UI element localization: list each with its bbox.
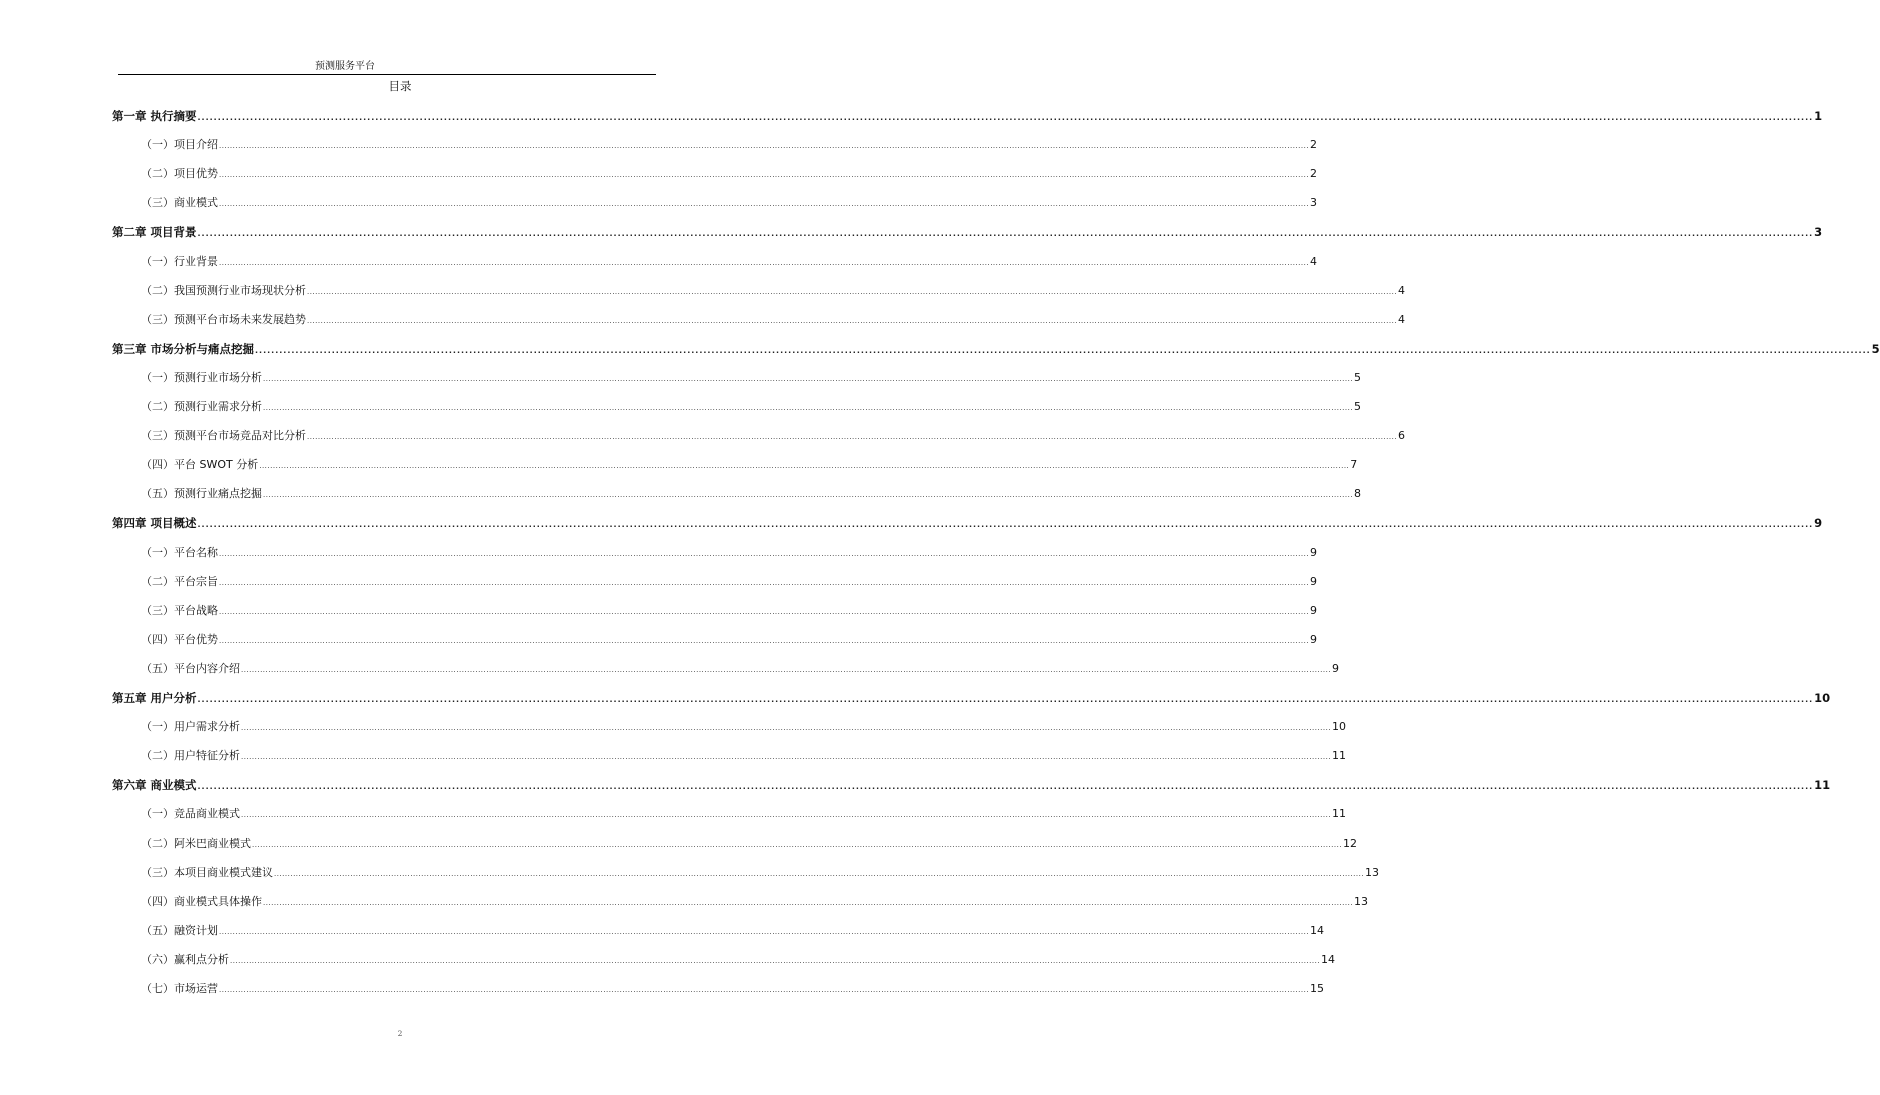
- toc-dot-leader: ................................................................................................................................................................................................................................................................................................................................................................................................................: [219, 636, 1310, 645]
- toc-dot-leader: ................................................................................................................................................................................................................................................................................................................................................................................................................: [241, 811, 1332, 820]
- toc-dot-leader: ................................................................................................................................................................................................................................................................................................................................................................................................................: [219, 927, 1310, 936]
- toc-section-entry[interactable]: [141, 370, 1362, 386]
- toc-entry-label: （一）用户需求分析: [141, 720, 240, 734]
- toc-section-entry[interactable]: [141, 836, 1358, 852]
- page-header-title: 预测服务平台: [315, 61, 375, 72]
- toc-dot-leader: ................................................................................................................................................................................................................................................................................................................................................................................................................: [307, 287, 1398, 296]
- toc-entry-page: 14: [1321, 952, 1336, 966]
- toc-chapter-entry[interactable]: [112, 515, 1823, 531]
- toc-dot-leader: ................................................................................................................................................................................................................................................................................................................................................................................................................: [197, 695, 1814, 704]
- toc-dot-leader: ................................................................................................................................................................................................................................................................................................................................................................................................................: [219, 549, 1310, 558]
- toc-dot-leader: ................................................................................................................................................................................................................................................................................................................................................................................................................: [241, 724, 1332, 733]
- page-number: 2: [397, 1029, 403, 1038]
- toc-chapter-entry[interactable]: [112, 341, 1880, 357]
- toc-section-entry[interactable]: [141, 574, 1318, 590]
- toc-entry-page: 12: [1343, 836, 1358, 850]
- toc-entry-page: 9: [1310, 603, 1318, 617]
- toc-entry-label: （四）平台 SWOT 分析: [141, 458, 259, 472]
- toc-section-entry[interactable]: [141, 952, 1336, 968]
- toc-section-entry[interactable]: [141, 632, 1318, 648]
- toc-section-entry[interactable]: [141, 894, 1369, 910]
- toc-entry-page: 4: [1310, 254, 1318, 268]
- toc-entry-page: 6: [1398, 429, 1406, 443]
- toc-entry-label: （一）平台名称: [141, 545, 218, 559]
- toc-entry-page: 10: [1814, 691, 1831, 705]
- toc-entry-page: 4: [1398, 312, 1406, 326]
- toc-entry-label: （三）本项目商业模式建议: [141, 865, 273, 879]
- toc-entry-page: 15: [1310, 982, 1325, 995]
- toc-section-entry[interactable]: [141, 545, 1318, 561]
- toc-entry-label: （二）平台宗旨: [141, 574, 218, 588]
- toc-dot-leader: ................................................................................................................................................................................................................................................................................................................................................................................................................: [259, 462, 1350, 471]
- toc-section-entry[interactable]: [141, 865, 1380, 881]
- toc-section-entry[interactable]: [141, 254, 1318, 270]
- toc-section-entry[interactable]: [141, 603, 1318, 619]
- toc-section-entry[interactable]: [141, 748, 1347, 764]
- toc-chapter-entry[interactable]: [112, 224, 1823, 240]
- toc-entry-page: 3: [1310, 196, 1318, 210]
- toc-dot-leader: ................................................................................................................................................................................................................................................................................................................................................................................................................: [219, 258, 1310, 267]
- toc-entry-label: （三）商业模式: [141, 196, 218, 210]
- toc-dot-leader: ................................................................................................................................................................................................................................................................................................................................................................................................................: [241, 665, 1332, 674]
- toc-entry-page: 9: [1814, 516, 1823, 531]
- toc-entry-label: 第二章 项目背景: [112, 225, 197, 240]
- toc-section-entry[interactable]: [141, 806, 1347, 822]
- toc-entry-page: 9: [1332, 661, 1340, 675]
- toc-entry-label: （二）项目优势: [141, 167, 218, 181]
- toc-entry-label: （四）商业模式具体操作: [141, 894, 262, 908]
- toc-section-entry[interactable]: [141, 661, 1340, 677]
- toc-chapter-entry[interactable]: [112, 108, 1823, 124]
- toc-entry-label: 第五章 用户分析: [112, 691, 197, 705]
- toc-dot-leader: ................................................................................................................................................................................................................................................................................................................................................................................................................: [219, 607, 1310, 616]
- toc-dot-leader: ................................................................................................................................................................................................................................................................................................................................................................................................................: [230, 956, 1321, 965]
- toc-entry-label: （二）预测行业需求分析: [141, 400, 262, 413]
- toc-entry-page: 8: [1354, 487, 1362, 501]
- toc-entry-page: 10: [1332, 720, 1347, 734]
- toc-dot-leader: ................................................................................................................................................................................................................................................................................................................................................................................................................: [274, 869, 1365, 878]
- toc-entry-label: （四）平台优势: [141, 632, 218, 646]
- toc-entry-page: 11: [1332, 807, 1347, 821]
- toc-section-entry[interactable]: [141, 486, 1362, 502]
- toc-entry-label: 第三章 市场分析与痛点挖掘: [112, 341, 255, 356]
- toc-entry-page: 9: [1310, 632, 1318, 646]
- toc-entry-label: （六）赢利点分析: [141, 952, 229, 966]
- toc-dot-leader: ................................................................................................................................................................................................................................................................................................................................................................................................................: [219, 578, 1310, 587]
- toc-entry-label: （一）项目介绍: [141, 138, 218, 152]
- toc-dot-leader: ................................................................................................................................................................................................................................................................................................................................................................................................................: [197, 229, 1814, 239]
- toc-dot-leader: ................................................................................................................................................................................................................................................................................................................................................................................................................: [263, 374, 1354, 383]
- toc-entry-page: 11: [1814, 778, 1831, 793]
- toc-entry-label: （一）预测行业市场分析: [141, 370, 262, 384]
- toc-dot-leader: ................................................................................................................................................................................................................................................................................................................................................................................................................: [219, 171, 1310, 180]
- toc-section-entry[interactable]: [141, 719, 1347, 735]
- toc-entry-label: （二）用户特征分析: [141, 749, 240, 763]
- toc-section-entry[interactable]: [141, 923, 1325, 939]
- toc-entry-page: 5: [1354, 400, 1362, 413]
- toc-entry-label: 第四章 项目概述: [112, 516, 197, 531]
- toc-entry-label: （七）市场运营: [141, 982, 218, 995]
- toc-dot-leader: ................................................................................................................................................................................................................................................................................................................................................................................................................: [197, 782, 1814, 792]
- toc-entry-page: 4: [1398, 283, 1406, 297]
- toc-dot-leader: ................................................................................................................................................................................................................................................................................................................................................................................................................: [307, 433, 1398, 442]
- toc-section-entry[interactable]: [141, 981, 1325, 997]
- toc-section-entry[interactable]: [141, 312, 1406, 328]
- toc-entry-label: （五）预测行业痛点挖掘: [141, 487, 262, 501]
- toc-entry-page: 14: [1310, 923, 1325, 937]
- toc-dot-leader: ................................................................................................................................................................................................................................................................................................................................................................................................................: [197, 113, 1814, 122]
- toc-entry-page: 2: [1310, 138, 1318, 152]
- toc-entry-label: （三）预测平台市场竞品对比分析: [141, 429, 306, 443]
- toc-entry-label: （二）我国预测行业市场现状分析: [141, 283, 306, 297]
- toc-entry-page: 5: [1354, 370, 1362, 384]
- toc-dot-leader: ................................................................................................................................................................................................................................................................................................................................................................................................................: [263, 898, 1354, 907]
- toc-entry-label: 第一章 执行摘要: [112, 109, 197, 123]
- toc-dot-leader: ................................................................................................................................................................................................................................................................................................................................................................................................................: [252, 840, 1343, 849]
- toc-dot-leader: ................................................................................................................................................................................................................................................................................................................................................................................................................: [263, 491, 1354, 500]
- toc-dot-leader: ................................................................................................................................................................................................................................................................................................................................................................................................................: [263, 404, 1354, 412]
- toc-dot-leader: ................................................................................................................................................................................................................................................................................................................................................................................................................: [241, 753, 1332, 762]
- toc-dot-leader: ................................................................................................................................................................................................................................................................................................................................................................................................................: [219, 200, 1310, 209]
- toc-entry-page: 13: [1354, 894, 1369, 908]
- toc-section-entry[interactable]: [141, 457, 1358, 473]
- toc-section-entry[interactable]: [141, 195, 1318, 211]
- toc-entry-label: （一）竞品商业模式: [141, 807, 240, 821]
- toc-entry-label: 第六章 商业模式: [112, 778, 197, 793]
- toc-section-entry[interactable]: [141, 166, 1318, 182]
- toc-entry-page: 2: [1310, 167, 1318, 181]
- toc-section-entry[interactable]: [141, 399, 1362, 415]
- toc-entry-page: 9: [1310, 574, 1318, 588]
- toc-entry-page: 7: [1350, 458, 1358, 472]
- toc-dot-leader: ................................................................................................................................................................................................................................................................................................................................................................................................................: [219, 142, 1310, 151]
- toc-entry-page: 5: [1871, 341, 1880, 356]
- toc-entry-label: （三）平台战略: [141, 603, 218, 617]
- toc-entry-label: （三）预测平台市场未来发展趋势: [141, 312, 306, 326]
- toc-section-entry[interactable]: [141, 283, 1406, 299]
- toc-entry-label: （一）行业背景: [141, 254, 218, 268]
- toc-entry-page: 3: [1814, 225, 1823, 240]
- toc-entry-label: （五）融资计划: [141, 923, 218, 937]
- toc-entry-page: 11: [1332, 749, 1347, 763]
- toc-dot-leader: ................................................................................................................................................................................................................................................................................................................................................................................................................: [307, 316, 1398, 325]
- toc-entry-page: 13: [1365, 865, 1380, 879]
- toc-dot-leader: ................................................................................................................................................................................................................................................................................................................................................................................................................: [219, 986, 1310, 994]
- toc-dot-leader: ................................................................................................................................................................................................................................................................................................................................................................................................................: [255, 345, 1871, 355]
- toc-entry-page: 1: [1814, 109, 1823, 123]
- toc-section-entry[interactable]: [141, 428, 1406, 444]
- toc-entry-page: 9: [1310, 545, 1318, 559]
- toc-chapter-entry[interactable]: [112, 690, 1831, 706]
- toc-entry-label: （五）平台内容介绍: [141, 661, 240, 675]
- toc-entry-label: （二）阿米巴商业模式: [141, 836, 251, 850]
- toc-title: 目录: [388, 79, 412, 93]
- toc-dot-leader: ................................................................................................................................................................................................................................................................................................................................................................................................................: [197, 520, 1814, 530]
- toc-chapter-entry[interactable]: [112, 777, 1831, 793]
- toc-section-entry[interactable]: [141, 137, 1318, 153]
